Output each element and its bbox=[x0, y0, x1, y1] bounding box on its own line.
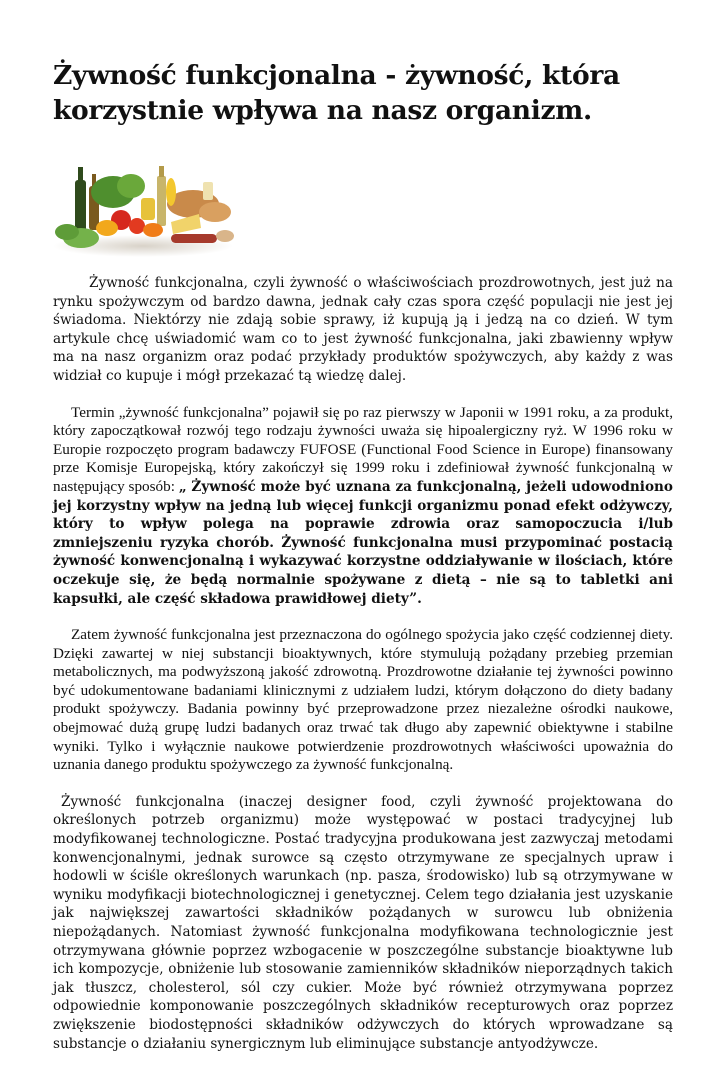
paragraph-purpose bbox=[53, 626, 673, 775]
article bbox=[53, 58, 673, 1071]
page-title: Żywność funkcjonalna - żywność, która korzystnie wpływa na nasz organizm. bbox=[53, 60, 620, 126]
corn bbox=[166, 178, 176, 206]
food-photo bbox=[53, 162, 235, 257]
greens2 bbox=[117, 174, 145, 198]
bottle-light-neck bbox=[159, 166, 164, 177]
tomato2 bbox=[129, 218, 145, 234]
paragraph-text: Żywność funkcjonalna (inaczej designer food, czyli żywność projektowana do określonych potrzeb organizmu) może występować w postaci tradycyjnej lub modyfikowanej technologiczne. Postać tradycyjna produkowana jest zazwyczaj metodami konwencjonalnymi, jednak surowce są często otrzymywane ze specjalnych upraw i hodowli w ściśle określonych warunkach (np. pasza, środowisko) lub są otrzymywane w wyniku modyfikacji biotechnologicznej i genetycznej. Celem tego działania jest uzyskanie jak największej zawartości składników pożądanych w surowcu lub obniżenia niepożądanych. Natomiast żywność funkcjonalna modyfikowana technologicznie jest otrzymywana głównie poprzez wzbogacenie w poszczególne substancje bioaktywne lub ich kompozycje, obniżenie lub stosowanie zamienników składników nieporządnych takich jak tłuszcz, cholesterol, sól czy cukier. Może być również otrzymywana poprzez odpowiednie komponowanie poszczególnych składników recepturowych oraz poprzez zwiększenie biodostępności składników odżywczych do których wprowadzane są substancje o działaniu synergicznym lub eliminujące substancje antyodżywcze. bbox=[53, 793, 673, 1052]
bottle-dark bbox=[75, 180, 86, 232]
food-photo-icon bbox=[53, 162, 235, 257]
paragraph-text: Żywność funkcjonalna, czyli żywność o właściwościach prozdrowotnych, jest już na rynku spożywczym od bardzo dawna, jednak cały czas spora część populacji nie jest jej świadoma. Niektórzy nie zdają sobie sprawy, iż kupują ją i jedzą na co dzień. W tym artykule chcę uświadomić wam co to jest żywność funkcjonalna, jaki zbawienny wpływ ma na nasz organizm oraz podać przykłady produktów spożywczych, aby każdy z was widział co kupuje i mógł przekazać tą wiedzę dalej. bbox=[53, 275, 673, 384]
paragraph-intro bbox=[53, 274, 673, 386]
pasta-pack bbox=[203, 182, 213, 200]
pepper bbox=[96, 220, 118, 236]
orange bbox=[143, 223, 163, 237]
paragraph-forms bbox=[53, 793, 673, 1053]
paragraph-text: Zatem żywność funkcjonalna jest przeznaczona do ogólnego spożycia jako część codziennej diety. Dzięki zawartej w niej substancji bioaktywnych, które stymulują pożądany przebieg przemian metabolicznych, ma podwyższoną jakość zdrowotną. Prozdrowotne działanie tej żywności powinno być udokumentowane badaniami klinicznymi z udziałem ludzi, którym dołączono do diety badany produkt spożywczy. Badania powinny być przeprowadzone przez niezależne ośrodki naukowe, obejmować dużą grupę ludzi badanych oraz trwać tak długo aby zapewnić obiektywne i stabilne wyniki. Tylko i wyłącznie naukowe potwierdzenie prozdrowotnych właściwości upoważnia do uznania danego produktu spożywczego za żywność funkcjonalną. bbox=[53, 626, 673, 774]
paragraph-definition bbox=[53, 404, 673, 609]
egg bbox=[216, 230, 234, 242]
article-body bbox=[53, 274, 673, 1053]
bottle-light bbox=[157, 176, 166, 226]
sausage bbox=[171, 234, 217, 243]
bread2 bbox=[199, 202, 231, 222]
paragraph-text: Termin „żywność funkcjonalna” pojawił się po raz pierwszy w Japonii w 1991 roku, a za produkt, który zapoczątkował rozwój tego rodzaju żywności uważa się hipoalergiczny ryż. W 1996 roku w Europie rozpoczęto program badawczy FUFOSE (Functional Food Science in Europe) finansowany prze Komisje Europejską, który zakończył się 1999 roku i zdefiniował żywność funkcjonalną w następujący sposób: bbox=[53, 403, 673, 495]
lettuce2 bbox=[55, 224, 79, 240]
jar bbox=[141, 198, 155, 220]
bottle-neck bbox=[78, 167, 83, 182]
quoted-definition: „ Żywność może być uznana za funkcjonalną, jeżeli udowodniono jej korzystny wpływ na jedną lub więcej funkcji organizmu ponad efekt odżywczy, który to wpływ polega na poprawie zdrowia oraz samopoczucia i/lub zmniejszeniu ryzyka chorób. Żywność funkcjonalna musi przypominać postacią żywność konwencjonalną i wykazywać korzystne oddziaływanie w ilościach, które oczekuje się, że będą normalnie spożywane z dietą – nie są to tabletki ani kapsułki, ale część składowa prawidłowej diety”. bbox=[53, 478, 673, 607]
